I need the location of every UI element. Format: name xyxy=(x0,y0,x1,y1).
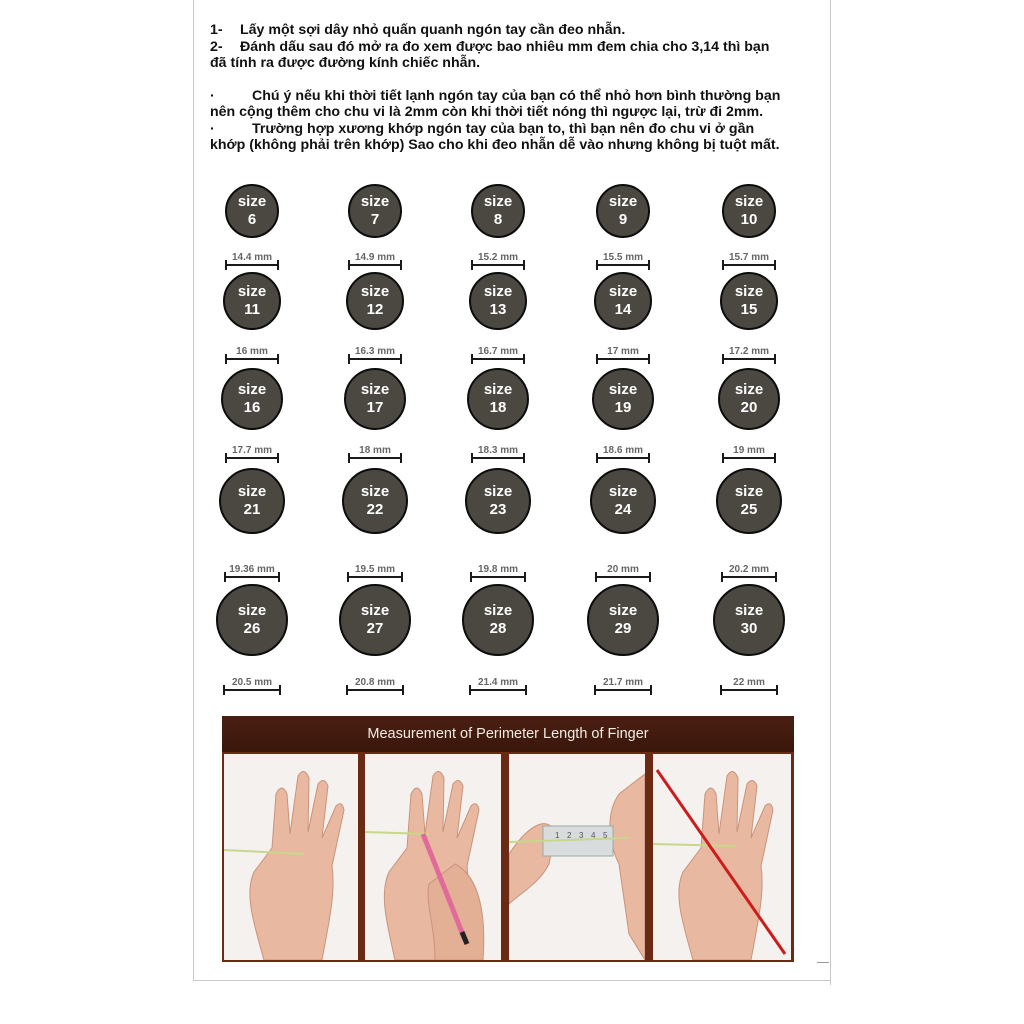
measure-label: 20.5 mm xyxy=(231,677,273,688)
measure-tick-right xyxy=(523,354,525,364)
ring-size-20 xyxy=(718,368,780,430)
measure-tick-right xyxy=(279,685,281,695)
measure-size-17 xyxy=(348,445,402,462)
measure-tick-left xyxy=(721,572,723,582)
measure-tick-right xyxy=(400,260,402,270)
measure-size-14 xyxy=(596,346,650,363)
measure-tick-left xyxy=(471,453,473,463)
ring-size-29 xyxy=(587,584,659,656)
ring-size-number: 7 xyxy=(370,211,380,228)
ring-size-9 xyxy=(596,184,650,238)
measure-size-20 xyxy=(722,445,776,462)
measure-tick-right xyxy=(774,453,776,463)
measure-tick-right xyxy=(277,453,279,463)
ring-size-word: size xyxy=(237,483,267,500)
measure-label: 17.7 mm xyxy=(231,445,273,456)
ruler-mark-3: 3 xyxy=(579,831,584,840)
ring-size-23 xyxy=(465,468,531,534)
ring-size-number: 28 xyxy=(489,620,507,637)
measure-bar xyxy=(225,358,279,360)
measure-tick-right xyxy=(650,685,652,695)
measure-size-8 xyxy=(471,252,525,269)
ring-size-number: 8 xyxy=(493,211,503,228)
measure-bar xyxy=(470,576,526,578)
measure-label: 17.2 mm xyxy=(728,346,770,357)
measure-label: 18.3 mm xyxy=(477,445,519,456)
measure-tick-right xyxy=(649,572,651,582)
ring-size-number: 26 xyxy=(243,620,261,637)
measure-tick-right xyxy=(776,685,778,695)
measure-label: 21.4 mm xyxy=(477,677,519,688)
measure-tick-left xyxy=(720,685,722,695)
measure-tick-right xyxy=(400,354,402,364)
ring-size-word: size xyxy=(483,602,513,619)
measure-tick-left xyxy=(225,260,227,270)
measure-size-16 xyxy=(225,445,279,462)
ring-size-number: 16 xyxy=(243,399,261,416)
measure-label: 15.7 mm xyxy=(728,252,770,263)
measure-bar xyxy=(225,457,279,459)
measure-tick-right xyxy=(277,354,279,364)
measure-bar xyxy=(594,689,652,691)
ring-size-7 xyxy=(348,184,402,238)
measure-label: 20.2 mm xyxy=(728,564,770,575)
measure-bar xyxy=(595,576,651,578)
banner-title: Measurement of Perimeter Length of Finger xyxy=(367,726,649,742)
ring-size-word: size xyxy=(734,602,764,619)
ring-size-25 xyxy=(716,468,782,534)
measure-tick-right xyxy=(648,260,650,270)
measure-bar xyxy=(596,358,650,360)
measure-size-27 xyxy=(346,677,404,694)
measure-bar xyxy=(347,576,403,578)
measure-size-12 xyxy=(348,346,402,363)
measure-tick-right xyxy=(774,354,776,364)
measure-tick-left xyxy=(596,453,598,463)
measure-bar xyxy=(225,264,279,266)
measure-bar xyxy=(469,689,527,691)
ring-size-number: 20 xyxy=(740,399,758,416)
ring-size-number: 30 xyxy=(740,620,758,637)
measurement-banner xyxy=(222,716,794,752)
ring-size-number: 25 xyxy=(740,501,758,518)
measure-label: 16.3 mm xyxy=(354,346,396,357)
measure-label: 19.36 mm xyxy=(229,564,275,575)
measure-tick-left xyxy=(722,354,724,364)
measure-tick-right xyxy=(277,260,279,270)
ring-size-number: 18 xyxy=(489,399,507,416)
measure-bar xyxy=(348,457,402,459)
ring-size-11 xyxy=(223,272,281,330)
measure-label: 16 mm xyxy=(236,346,268,357)
ruler-mark-2: 2 xyxy=(567,831,572,840)
measure-size-19 xyxy=(596,445,650,462)
measure-label: 19.8 mm xyxy=(477,564,519,575)
measure-size-22 xyxy=(347,564,403,581)
instruction-step-2-cont: đã tính ra được đường kính chiếc nhẫn. xyxy=(210,55,481,71)
measure-tick-left xyxy=(346,685,348,695)
measure-tick-right xyxy=(402,685,404,695)
instruction-step-1: 1- Lấy một sợi dây nhỏ quấn quanh ngón tay cần đeo nhẫn. xyxy=(210,22,626,38)
ring-size-number: 21 xyxy=(243,501,261,518)
ring-size-24 xyxy=(590,468,656,534)
measure-tick-left xyxy=(470,572,472,582)
measure-label: 20.8 mm xyxy=(354,677,396,688)
ring-size-number: 17 xyxy=(366,399,384,416)
measure-bar xyxy=(596,457,650,459)
measure-label: 21.7 mm xyxy=(602,677,644,688)
ring-size-14 xyxy=(594,272,652,330)
measure-tick-left xyxy=(595,572,597,582)
ring-size-27 xyxy=(339,584,411,656)
ring-size-word: size xyxy=(734,283,764,300)
ring-size-word: size xyxy=(483,381,513,398)
ring-size-number: 10 xyxy=(740,211,758,228)
measure-size-6 xyxy=(225,252,279,269)
ring-size-number: 9 xyxy=(618,211,628,228)
ring-size-26 xyxy=(216,584,288,656)
ring-size-word: size xyxy=(360,283,390,300)
ring-size-word: size xyxy=(608,602,638,619)
measure-size-26 xyxy=(223,677,281,694)
measure-size-9 xyxy=(596,252,650,269)
ring-size-19 xyxy=(592,368,654,430)
ring-size-15 xyxy=(720,272,778,330)
ruler-mark-1: 1 xyxy=(555,831,560,840)
measure-label: 19 mm xyxy=(733,445,765,456)
ruler-mark-4: 4 xyxy=(591,831,596,840)
bottom-border-line xyxy=(193,980,831,981)
ring-size-word: size xyxy=(237,602,267,619)
measure-size-25 xyxy=(721,564,777,581)
measure-label: 17 mm xyxy=(607,346,639,357)
measure-tick-left xyxy=(722,453,724,463)
ring-size-word: size xyxy=(360,193,390,210)
measure-tick-left xyxy=(348,260,350,270)
ring-size-word: size xyxy=(608,483,638,500)
measure-tick-left xyxy=(348,354,350,364)
ring-size-28 xyxy=(462,584,534,656)
measure-bar xyxy=(471,358,525,360)
ring-size-word: size xyxy=(734,381,764,398)
scroll-indicator xyxy=(817,962,829,963)
measure-tick-left xyxy=(596,354,598,364)
instructions-block xyxy=(210,22,825,154)
measure-tick-right xyxy=(401,572,403,582)
ring-size-word: size xyxy=(483,283,513,300)
ring-size-word: size xyxy=(608,283,638,300)
ring-size-13 xyxy=(469,272,527,330)
ring-size-word: size xyxy=(608,193,638,210)
measure-tick-left xyxy=(225,453,227,463)
measure-bar xyxy=(720,689,778,691)
left-border-line xyxy=(193,0,194,980)
measure-size-7 xyxy=(348,252,402,269)
measure-bar xyxy=(471,457,525,459)
measure-label: 19.5 mm xyxy=(354,564,396,575)
ruler-illustration xyxy=(509,754,645,960)
ring-size-number: 15 xyxy=(740,301,758,318)
measure-bar xyxy=(348,264,402,266)
measure-label: 18 mm xyxy=(359,445,391,456)
ring-size-word: size xyxy=(483,483,513,500)
ring-size-30 xyxy=(713,584,785,656)
wrong-method-illustration xyxy=(653,754,791,960)
ring-size-number: 12 xyxy=(366,301,384,318)
measure-tick-right xyxy=(278,572,280,582)
measure-tick-right xyxy=(400,453,402,463)
measure-size-15 xyxy=(722,346,776,363)
ring-size-10 xyxy=(722,184,776,238)
measure-tick-right xyxy=(524,572,526,582)
ring-size-18 xyxy=(467,368,529,430)
note-cold-weather-cont: nên cộng thêm cho chu vi là 2mm còn khi thời tiết nóng thì ngược lại, trừ đi 2mm. xyxy=(210,104,764,120)
measure-tick-left xyxy=(594,685,596,695)
ring-size-word: size xyxy=(360,602,390,619)
ring-size-word: size xyxy=(360,483,390,500)
ruler-mark-5: 5 xyxy=(603,831,608,840)
measure-tick-right xyxy=(523,260,525,270)
panel-wrong-method xyxy=(653,754,791,960)
right-border-line xyxy=(830,0,831,985)
measure-bar xyxy=(722,264,776,266)
measure-size-11 xyxy=(225,346,279,363)
measure-label: 15.5 mm xyxy=(602,252,644,263)
panel-marking-with-pen xyxy=(365,754,501,960)
ring-size-number: 24 xyxy=(614,501,632,518)
measure-size-21 xyxy=(224,564,280,581)
measure-bar xyxy=(346,689,404,691)
measure-tick-right xyxy=(648,453,650,463)
measure-bar xyxy=(721,576,777,578)
measure-size-30 xyxy=(720,677,778,694)
ring-size-word: size xyxy=(734,193,764,210)
ring-size-16 xyxy=(221,368,283,430)
measure-bar xyxy=(722,358,776,360)
panel-ruler-measure xyxy=(509,754,645,960)
ring-size-6 xyxy=(225,184,279,238)
measure-bar xyxy=(471,264,525,266)
measure-tick-left xyxy=(596,260,598,270)
measure-tick-left xyxy=(471,260,473,270)
ring-size-8 xyxy=(471,184,525,238)
measure-label: 15.2 mm xyxy=(477,252,519,263)
measure-label: 14.4 mm xyxy=(231,252,273,263)
note-large-knuckle-cont: khớp (không phải trên khớp) Sao cho khi đeo nhẫn dễ vào nhưng không bị tuột mất. xyxy=(210,137,780,153)
measure-size-24 xyxy=(595,564,651,581)
measure-size-29 xyxy=(594,677,652,694)
ring-size-word: size xyxy=(608,381,638,398)
instruction-step-2: 2- Đánh dấu sau đó mở ra đo xem được bao nhiêu mm đem chia cho 3,14 thì bạn xyxy=(210,38,770,55)
pen-marking-illustration xyxy=(365,754,501,960)
ring-size-21 xyxy=(219,468,285,534)
measure-label: 20 mm xyxy=(607,564,639,575)
measure-label: 18.6 mm xyxy=(602,445,644,456)
measure-tick-right xyxy=(775,572,777,582)
ring-size-number: 13 xyxy=(489,301,507,318)
ring-size-word: size xyxy=(360,381,390,398)
ring-size-17 xyxy=(344,368,406,430)
measure-bar xyxy=(596,264,650,266)
note-cold-weather: · Chú ý nếu khi thời tiết lạnh ngón tay của bạn có thể nhỏ hơn bình thường bạn xyxy=(210,87,781,104)
ring-size-number: 6 xyxy=(247,211,257,228)
measure-tick-right xyxy=(648,354,650,364)
measure-label: 16.7 mm xyxy=(477,346,519,357)
measure-size-28 xyxy=(469,677,527,694)
ring-size-22 xyxy=(342,468,408,534)
ring-size-number: 19 xyxy=(614,399,632,416)
ring-size-word: size xyxy=(237,381,267,398)
ring-size-number: 22 xyxy=(366,501,384,518)
ring-size-number: 11 xyxy=(244,301,260,318)
measure-tick-left xyxy=(225,354,227,364)
measure-tick-left xyxy=(223,685,225,695)
measure-tick-right xyxy=(523,453,525,463)
panel-hand-with-string xyxy=(224,754,358,960)
ring-size-number: 29 xyxy=(614,620,632,637)
ring-size-number: 14 xyxy=(614,301,632,318)
measure-size-10 xyxy=(722,252,776,269)
measure-bar xyxy=(722,457,776,459)
measure-bar xyxy=(348,358,402,360)
measure-size-23 xyxy=(470,564,526,581)
measure-tick-left xyxy=(224,572,226,582)
measure-tick-left xyxy=(722,260,724,270)
ring-size-number: 27 xyxy=(366,620,384,637)
measure-label: 22 mm xyxy=(733,677,765,688)
measure-tick-left xyxy=(347,572,349,582)
measure-tick-left xyxy=(348,453,350,463)
ring-size-12 xyxy=(346,272,404,330)
measure-tick-left xyxy=(471,354,473,364)
note-large-knuckle: · Trường hợp xương khớp ngón tay của bạn to, thì bạn nên đo chu vi ở gần xyxy=(210,120,755,137)
measurement-illustrations xyxy=(222,752,794,962)
hand-string-illustration xyxy=(224,754,358,960)
measure-tick-right xyxy=(525,685,527,695)
measure-size-18 xyxy=(471,445,525,462)
ring-size-word: size xyxy=(483,193,513,210)
measure-bar xyxy=(224,576,280,578)
ring-size-number: 23 xyxy=(489,501,507,518)
ring-size-word: size xyxy=(237,283,267,300)
measure-tick-left xyxy=(469,685,471,695)
ring-size-word: size xyxy=(734,483,764,500)
measure-size-13 xyxy=(471,346,525,363)
ring-size-word: size xyxy=(237,193,267,210)
measure-bar xyxy=(223,689,281,691)
measure-tick-right xyxy=(774,260,776,270)
measure-label: 14.9 mm xyxy=(354,252,396,263)
